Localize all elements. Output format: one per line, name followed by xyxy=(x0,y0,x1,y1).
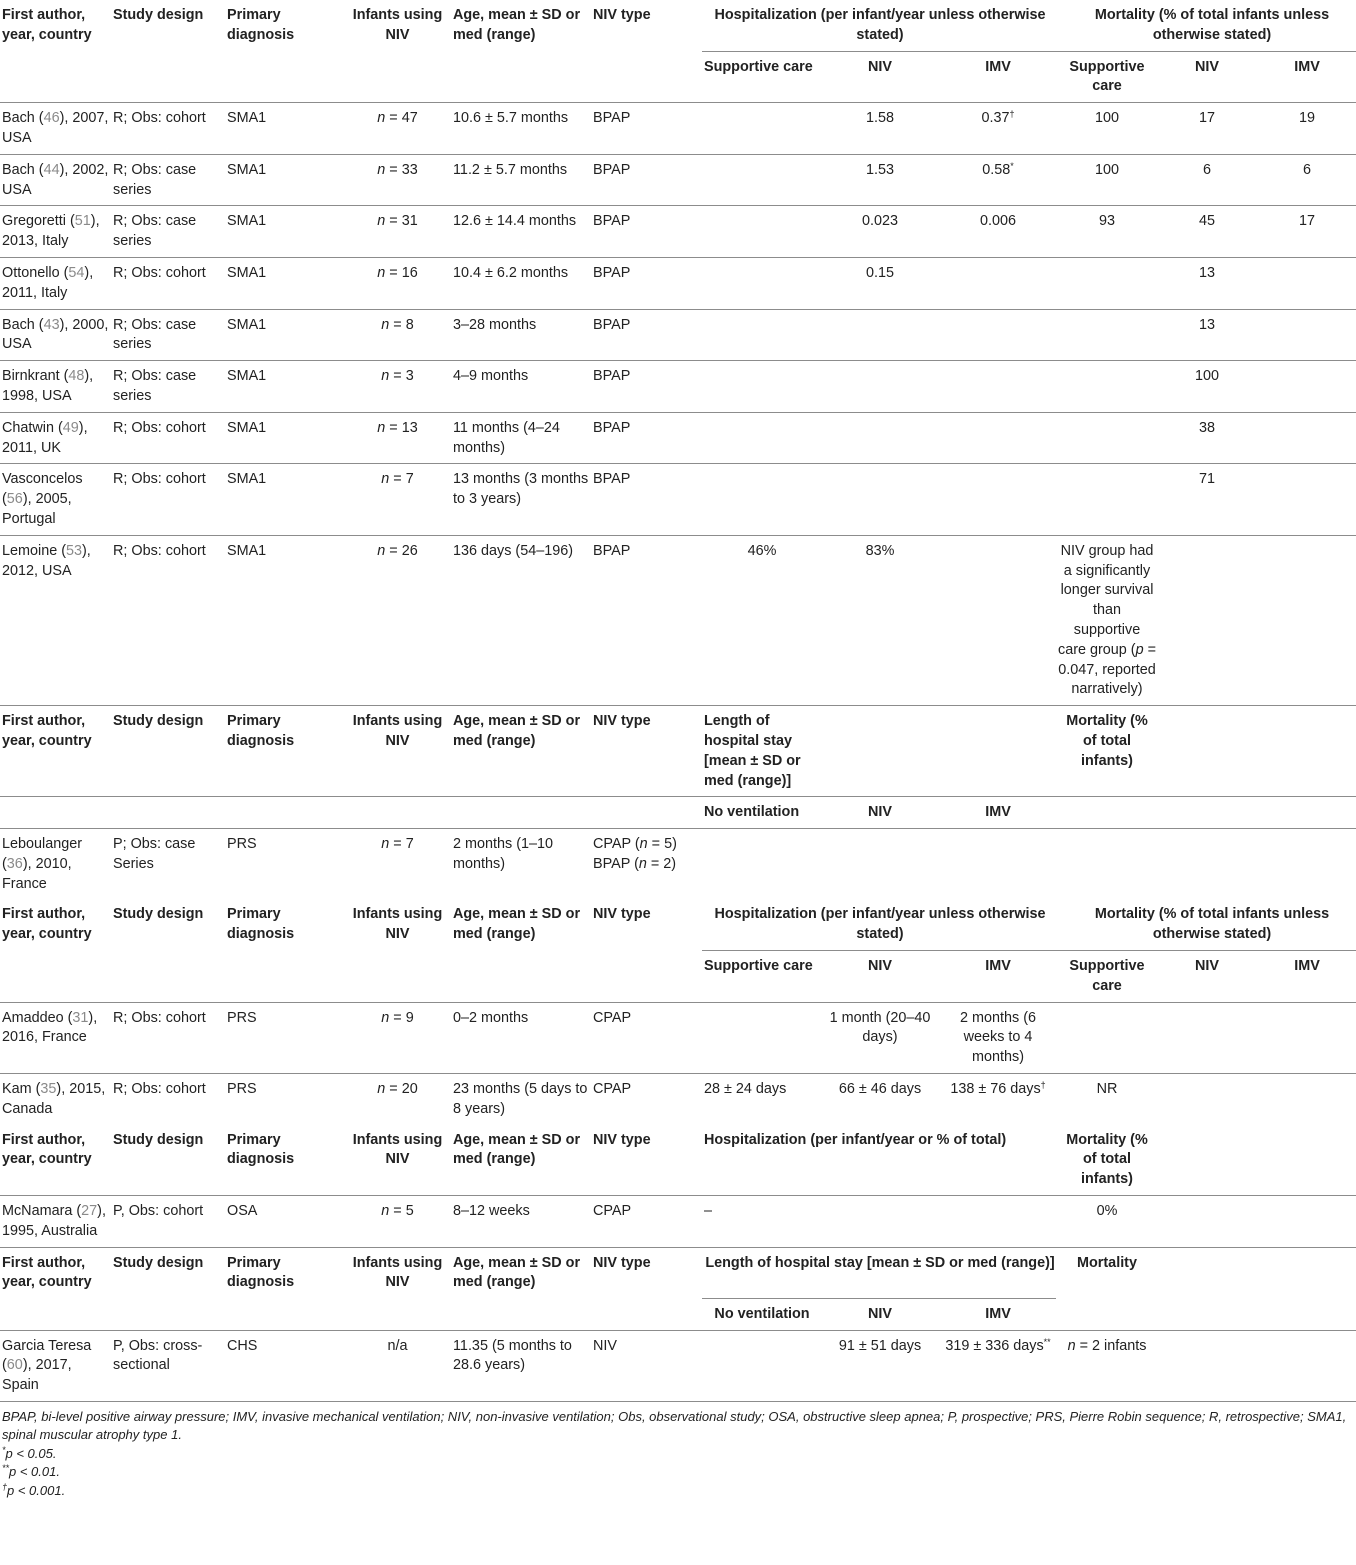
niv-type-cell: CPAP xyxy=(591,1002,702,1073)
col-author-header: First author, year, country xyxy=(0,706,111,797)
section1-subheader-row xyxy=(0,51,1356,103)
mort-niv-cell: 13 xyxy=(1156,257,1256,309)
hosp-supportive-cell: 46% xyxy=(702,535,820,705)
table-row xyxy=(0,154,1356,206)
sub-niv: NIV xyxy=(868,58,892,75)
mortality-header: Mortality xyxy=(1056,1247,1156,1298)
sub-mort-supportive-care: Supportive care xyxy=(1069,958,1145,994)
age-cell: 23 months (5 days to 8 years) xyxy=(451,1074,591,1125)
col-design-header: Study design xyxy=(113,906,204,923)
author-cell: Kam (35), 2015, Canada xyxy=(0,1074,111,1125)
col-nivtype-header: NIV type xyxy=(593,7,651,23)
niv-type-cell: BPAP xyxy=(591,206,702,258)
design-cell: R; Obs: case series xyxy=(111,309,225,361)
hosp-niv-cell: 83% xyxy=(820,535,938,705)
col-infants-header: Infants using NIV xyxy=(352,906,443,943)
diagnosis-cell: SMA1 xyxy=(225,257,342,309)
niv-type-cell: BPAP xyxy=(591,154,702,206)
abbreviations-note: BPAP, bi-level positive airway pressure; IMV, invasive mechanical ventilation; NIV, non-invasive ventilation; Obs, observational study; OSA, obstructive sleep apnea; P, prospective; PRS, Pierre Robin sequence; R, retrospective; SMA1, spinal muscular atrophy type 1. xyxy=(2,1408,1347,1443)
sub-supportive-care: Supportive care xyxy=(704,58,813,75)
mort-supportive-cell xyxy=(1056,257,1156,309)
age-cell: 11.2 ± 5.7 months xyxy=(451,154,591,206)
col-diagnosis-header: Primary diagnosis xyxy=(225,1247,342,1298)
mort-niv-cell: 71 xyxy=(1156,464,1256,535)
infants-cell: n = 47 xyxy=(342,103,451,155)
table-row xyxy=(0,361,1356,413)
mort-niv-cell xyxy=(1156,1074,1256,1125)
hosp-supportive-cell xyxy=(702,412,820,464)
hosp-niv-cell xyxy=(820,361,938,413)
section5-header-row xyxy=(0,1247,1356,1298)
mort-supportive-cell xyxy=(1056,309,1156,361)
sub-mort-imv: IMV xyxy=(1294,958,1320,975)
author-cell: Garcia Teresa (60), 2017, Spain xyxy=(0,1330,111,1401)
mort-supportive-cell xyxy=(1056,464,1156,535)
infants-cell: n/a xyxy=(342,1330,451,1401)
mort-supportive-cell: 100 xyxy=(1056,103,1156,155)
table-row xyxy=(0,309,1356,361)
author-cell: Chatwin (49), 2011, UK xyxy=(0,412,111,464)
hosp-niv-cell: 1.58 xyxy=(820,103,938,155)
hospitalization-header: Hospitalization (per infant/year unless otherwise stated) xyxy=(702,899,1056,950)
hosp-imv-cell xyxy=(938,309,1056,361)
design-cell: R; Obs: cohort xyxy=(111,257,225,309)
table-row xyxy=(0,1330,1356,1401)
hospitalization-header: Hospitalization (per infant/year or % of total) xyxy=(704,1131,1007,1148)
hosp-supportive-cell xyxy=(702,1002,820,1073)
footnote-p01: **p < 0.01. xyxy=(2,1463,60,1480)
age-cell: 11 months (4–24 months) xyxy=(451,412,591,464)
hosp-niv-cell: 1 month (20–40 days) xyxy=(820,1002,938,1073)
mort-imv-cell: 19 xyxy=(1256,103,1356,155)
hosp-supportive-cell xyxy=(702,206,820,258)
col-design-header: Study design xyxy=(113,7,204,23)
author-cell: Birnkrant (48), 1998, USA xyxy=(0,361,111,413)
table-row xyxy=(0,1196,1356,1248)
infants-cell: n = 5 xyxy=(342,1196,451,1248)
mort-niv-cell: 6 xyxy=(1156,154,1256,206)
table-row xyxy=(0,257,1356,309)
hosp-supportive-cell xyxy=(702,464,820,535)
design-cell: P, Obs: cohort xyxy=(111,1196,225,1248)
niv-type-cell: CPAP (n = 5) BPAP (n = 2) xyxy=(591,829,702,900)
hospitalization-header: Hospitalization (per infant/year unless otherwise stated) xyxy=(702,0,1056,51)
col-author-header: First author, year, country xyxy=(0,1247,111,1298)
diagnosis-cell: PRS xyxy=(225,1074,342,1125)
hosp-niv-cell: 1.53 xyxy=(820,154,938,206)
mort-imv-cell xyxy=(1256,309,1356,361)
mort-niv-cell: 13 xyxy=(1156,309,1256,361)
hosp-niv-cell: 0.15 xyxy=(820,257,938,309)
author-cell: McNamara (27), 1995, Australia xyxy=(0,1196,111,1248)
design-cell: R; Obs: cohort xyxy=(111,464,225,535)
mort-imv-cell xyxy=(1256,257,1356,309)
footnote-p05: *p < 0.05. xyxy=(2,1444,57,1461)
diagnosis-cell: SMA1 xyxy=(225,412,342,464)
infants-cell: n = 16 xyxy=(342,257,451,309)
sub-niv: NIV xyxy=(868,958,892,975)
author-cell: Vasconcelos (56), 2005, Portugal xyxy=(0,464,111,535)
mort-imv-cell xyxy=(1256,361,1356,413)
section1-header-row xyxy=(0,0,1356,51)
author-cell: Bach (46), 2007, USA xyxy=(0,103,111,155)
hosp-niv-cell xyxy=(820,309,938,361)
niv-type-cell: NIV xyxy=(591,1330,702,1401)
diagnosis-cell: SMA1 xyxy=(225,361,342,413)
mort-imv-cell xyxy=(1256,464,1356,535)
age-cell: 10.6 ± 5.7 months xyxy=(451,103,591,155)
col-diagnosis-header: Primary diagnosis xyxy=(227,906,295,943)
sub-supportive-care: Supportive care xyxy=(704,958,813,975)
niv-type-cell: BPAP xyxy=(591,257,702,309)
hosp-imv-cell: 138 ± 76 days† xyxy=(938,1074,1056,1125)
age-cell: 136 days (54–196) xyxy=(451,535,591,705)
los-niv-cell: 91 ± 51 days xyxy=(820,1330,938,1401)
hosp-supportive-cell xyxy=(702,309,820,361)
sub-mort-imv: IMV xyxy=(1294,58,1320,75)
los-imv-cell: 319 ± 336 days** xyxy=(938,1330,1056,1401)
author-cell: Bach (44), 2002, USA xyxy=(0,154,111,206)
mort-supportive-cell: 93 xyxy=(1056,206,1156,258)
niv-type-cell: BPAP xyxy=(591,464,702,535)
diagnosis-cell: SMA1 xyxy=(225,154,342,206)
col-nivtype-header: NIV type xyxy=(593,906,651,923)
sub-imv: IMV xyxy=(938,797,1056,829)
design-cell: R; Obs: case series xyxy=(111,206,225,258)
mort-niv-cell: 45 xyxy=(1156,206,1256,258)
design-cell: R; Obs: case series xyxy=(111,154,225,206)
sub-mort-niv: NIV xyxy=(1195,958,1219,975)
age-cell: 2 months (1–10 months) xyxy=(451,829,591,900)
col-age-header: Age, mean ± SD or med (range) xyxy=(451,1247,591,1298)
infants-cell: n = 13 xyxy=(342,412,451,464)
table-row xyxy=(0,535,1356,705)
mortality-header: Mortality (% of total infants) xyxy=(1056,706,1156,797)
niv-type-cell: BPAP xyxy=(591,535,702,705)
sub-mort-supportive-care: Supportive care xyxy=(1069,58,1145,95)
age-cell: 8–12 weeks xyxy=(451,1196,591,1248)
col-nivtype-header: NIV type xyxy=(591,1247,702,1298)
age-cell: 4–9 months xyxy=(451,361,591,413)
author-cell: Amaddeo (31), 2016, France xyxy=(0,1002,111,1073)
infants-cell: n = 26 xyxy=(342,535,451,705)
design-cell: P, Obs: cross-sectional xyxy=(111,1330,225,1401)
mort-imv-cell: 17 xyxy=(1256,206,1356,258)
mort-imv-cell xyxy=(1256,1074,1356,1125)
design-cell: P; Obs: case Series xyxy=(111,829,225,900)
sub-no-ventilation: No ventilation xyxy=(714,1305,810,1322)
mort-niv-cell xyxy=(1156,1002,1256,1073)
niv-type-cell: CPAP xyxy=(591,1196,702,1248)
hosp-supportive-cell xyxy=(702,361,820,413)
age-cell: 3–28 months xyxy=(451,309,591,361)
infants-cell: n = 8 xyxy=(342,309,451,361)
section2-subheader-row xyxy=(0,797,1356,829)
age-cell: 10.4 ± 6.2 months xyxy=(451,257,591,309)
design-cell: R; Obs: cohort xyxy=(111,1074,225,1125)
hosp-niv-cell xyxy=(820,412,938,464)
infants-cell: n = 7 xyxy=(342,829,451,900)
length-of-stay-header: Length of hospital stay [mean ± SD or med (range)] xyxy=(702,1247,1056,1298)
mort-supportive-cell xyxy=(1056,412,1156,464)
col-age-header: Age, mean ± SD or med (range) xyxy=(453,1131,581,1168)
sub-niv: NIV xyxy=(868,1305,892,1322)
age-cell: 13 months (3 months to 3 years) xyxy=(451,464,591,535)
diagnosis-cell: SMA1 xyxy=(225,103,342,155)
diagnosis-cell: SMA1 xyxy=(225,206,342,258)
mort-supportive-cell: NR xyxy=(1056,1074,1156,1125)
mort-supportive-cell xyxy=(1056,361,1156,413)
niv-type-cell: BPAP xyxy=(591,103,702,155)
col-diagnosis-header: Primary diagnosis xyxy=(227,1131,295,1168)
col-author-header: First author, year, country xyxy=(2,1131,92,1168)
mortality-header: Mortality (% of total infants unless otherwise stated) xyxy=(1056,0,1356,51)
footnote-p001: †p < 0.001. xyxy=(2,1481,66,1498)
mortality-header: Mortality (% of total infants) xyxy=(1066,1131,1148,1188)
diagnosis-cell: SMA1 xyxy=(225,464,342,535)
design-cell: R; Obs: cohort xyxy=(111,535,225,705)
hosp-imv-cell xyxy=(938,464,1056,535)
table-row xyxy=(0,464,1356,535)
col-diagnosis-header: Primary diagnosis xyxy=(225,706,342,797)
mortality-cell: n = 2 infants xyxy=(1056,1330,1156,1401)
mort-imv-cell xyxy=(1256,535,1356,705)
col-age-header: Age, mean ± SD or med (range) xyxy=(451,706,591,797)
sub-mort-niv: NIV xyxy=(1195,58,1219,75)
col-infants-header: Infants using NIV xyxy=(342,706,451,797)
hosp-supportive-cell: 28 ± 24 days xyxy=(702,1074,820,1125)
infants-cell: n = 33 xyxy=(342,154,451,206)
table-row xyxy=(0,1002,1356,1073)
length-of-stay-header: Length of hospital stay [mean ± SD or med (range)] xyxy=(702,706,820,797)
table-row xyxy=(0,1074,1356,1125)
col-diagnosis-header: Primary diagnosis xyxy=(227,7,295,43)
design-cell: R; Obs: cohort xyxy=(111,412,225,464)
mortality-cell: 0% xyxy=(1056,1196,1156,1248)
diagnosis-cell: CHS xyxy=(225,1330,342,1401)
col-age-header: Age, mean ± SD or med (range) xyxy=(453,7,581,43)
infants-cell: n = 7 xyxy=(342,464,451,535)
section4-header-row xyxy=(0,1125,1356,1196)
niv-type-cell: BPAP xyxy=(591,412,702,464)
infants-cell: n = 3 xyxy=(342,361,451,413)
hosp-imv-cell xyxy=(938,412,1056,464)
footnotes xyxy=(0,1401,1356,1501)
age-cell: 12.6 ± 14.4 months xyxy=(451,206,591,258)
niv-type-cell: BPAP xyxy=(591,361,702,413)
mort-niv-cell: 38 xyxy=(1156,412,1256,464)
diagnosis-cell: SMA1 xyxy=(225,535,342,705)
hosp-niv-cell: 0.023 xyxy=(820,206,938,258)
diagnosis-cell: SMA1 xyxy=(225,309,342,361)
age-cell: 11.35 (5 months to 28.6 years) xyxy=(451,1330,591,1401)
design-cell: R; Obs: case series xyxy=(111,361,225,413)
mort-niv-cell: 100 xyxy=(1156,361,1256,413)
hosp-imv-cell xyxy=(938,257,1056,309)
hosp-niv-cell: 66 ± 46 days xyxy=(820,1074,938,1125)
hosp-imv-cell xyxy=(938,535,1056,705)
hosp-imv-cell: 2 months (6 weeks to 4 months) xyxy=(938,1002,1056,1073)
section2-header-row xyxy=(0,706,1356,797)
hosp-imv-cell: 0.58* xyxy=(938,154,1056,206)
hosp-supportive-cell xyxy=(702,257,820,309)
col-design-header: Study design xyxy=(111,1247,225,1298)
col-design-header: Study design xyxy=(111,706,225,797)
sub-niv: NIV xyxy=(820,797,938,829)
section3-header-row xyxy=(0,899,1356,950)
hosp-supportive-cell xyxy=(702,103,820,155)
mort-niv-cell xyxy=(1156,535,1256,705)
col-author-header: First author, year, country xyxy=(2,7,92,43)
table-row xyxy=(0,412,1356,464)
mort-imv-cell: 6 xyxy=(1256,154,1356,206)
author-cell: Ottonello (54), 2011, Italy xyxy=(0,257,111,309)
infants-cell: n = 20 xyxy=(342,1074,451,1125)
mort-supportive-cell xyxy=(1056,1002,1156,1073)
col-nivtype-header: NIV type xyxy=(593,1131,651,1148)
author-cell: Leboulanger (36), 2010, France xyxy=(0,829,111,900)
design-cell: R; Obs: cohort xyxy=(111,1002,225,1073)
section5-subheader-row xyxy=(0,1298,1356,1330)
hosp-imv-cell: 0.006 xyxy=(938,206,1056,258)
hosp-imv-cell: 0.37† xyxy=(938,103,1056,155)
age-cell: 0–2 months xyxy=(451,1002,591,1073)
hosp-niv-cell xyxy=(820,464,938,535)
design-cell: R; Obs: cohort xyxy=(111,103,225,155)
table-row xyxy=(0,829,1356,900)
mort-supportive-cell: 100 xyxy=(1056,154,1156,206)
table-row xyxy=(0,103,1356,155)
sub-imv: IMV xyxy=(985,58,1011,75)
col-author-header: First author, year, country xyxy=(2,906,92,943)
sub-imv: IMV xyxy=(985,1305,1011,1322)
sub-imv: IMV xyxy=(985,958,1011,975)
col-design-header: Study design xyxy=(113,1131,204,1148)
mort-niv-cell: 17 xyxy=(1156,103,1256,155)
niv-type-cell: BPAP xyxy=(591,309,702,361)
mort-supportive-cell: NIV group had a significantly longer survival than supportive care group (p = 0.047, reported narratively) xyxy=(1056,535,1156,705)
diagnosis-cell: PRS xyxy=(225,829,342,900)
diagnosis-cell: OSA xyxy=(225,1196,342,1248)
author-cell: Gregoretti (51), 2013, Italy xyxy=(0,206,111,258)
infants-cell: n = 31 xyxy=(342,206,451,258)
diagnosis-cell: PRS xyxy=(225,1002,342,1073)
niv-type-cell: CPAP xyxy=(591,1074,702,1125)
hosp-imv-cell xyxy=(938,361,1056,413)
mort-imv-cell xyxy=(1256,412,1356,464)
col-infants-header: Infants using NIV xyxy=(352,1131,443,1168)
section3-subheader-row xyxy=(0,951,1356,1003)
table-row xyxy=(0,206,1356,258)
infants-cell: n = 9 xyxy=(342,1002,451,1073)
col-infants-header: Infants using NIV xyxy=(352,7,443,43)
author-cell: Lemoine (53), 2012, USA xyxy=(0,535,111,705)
col-age-header: Age, mean ± SD or med (range) xyxy=(453,906,581,943)
hospitalization-cell: – xyxy=(702,1196,820,1248)
mort-imv-cell xyxy=(1256,1002,1356,1073)
author-cell: Bach (43), 2000, USA xyxy=(0,309,111,361)
col-nivtype-header: NIV type xyxy=(591,706,702,797)
col-infants-header: Infants using NIV xyxy=(342,1247,451,1298)
sub-no-ventilation: No ventilation xyxy=(702,797,820,829)
mortality-header: Mortality (% of total infants unless otherwise stated) xyxy=(1056,899,1356,950)
hosp-supportive-cell xyxy=(702,154,820,206)
